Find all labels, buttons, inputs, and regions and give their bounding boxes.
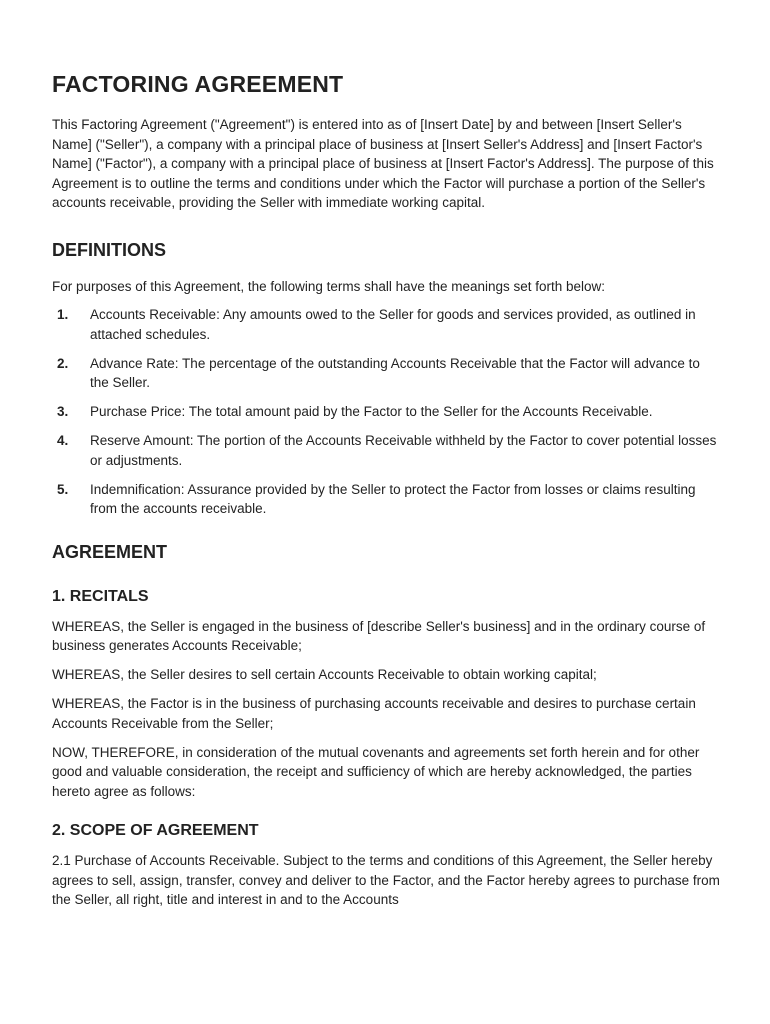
recital-paragraph: NOW, THEREFORE, in consideration of the mutual covenants and agreements set forth herein and for other good and valuable consideration, the receipt and sufficiency of which are hereby acknowledged, the parties hereto agree as follows: xyxy=(52,744,700,799)
intro-paragraph: This Factoring Agreement ("Agreement") is entered into as of [Insert Date] by and between [Insert Seller's Name] ("Seller"), a company with a principal place of business at [Insert Seller's Address] and [Insert Factor's Name] ("Factor"), a company with a principal place of business at [Insert Factor's Address]. The purpose of this Agreement is to outline the terms and conditions under which the Factor will purchase a portion of the Seller's accounts receivable, providing the Seller with immediate working capital. xyxy=(52,117,714,210)
list-item xyxy=(52,431,720,470)
agreement-heading: AGREEMENT xyxy=(52,541,168,562)
list-item-text: Accounts Receivable: Any amounts owed to the Seller for goods and services provided, as outlined in attached schedules. xyxy=(90,307,696,342)
list-item xyxy=(52,402,720,422)
list-item xyxy=(52,305,720,344)
list-item xyxy=(52,480,720,519)
list-item-text: Advance Rate: The percentage of the outstanding Accounts Receivable that the Factor will advance to the Seller. xyxy=(90,355,700,390)
recital-paragraph: WHEREAS, the Seller is engaged in the business of [describe Seller's business] and in the ordinary course of business generates Accounts Receivable; xyxy=(52,618,706,653)
list-item xyxy=(52,354,720,393)
list-item-number: 3. xyxy=(57,404,69,419)
list-item-text: Indemnification: Assurance provided by the Seller to protect the Factor from losses or claims resulting from the accounts receivable. xyxy=(90,481,696,516)
list-item-text: Reserve Amount: The portion of the Accounts Receivable withheld by the Factor to cover potential losses or adjustments. xyxy=(90,433,717,468)
scope-paragraph: 2.1 Purchase of Accounts Receivable. Subject to the terms and conditions of this Agreement, the Seller hereby agrees to sell, assign, transfer, convey and deliver to the Factor, and the Factor hereby agrees to purchase from the Seller, all right, title and interest in and to the Accounts xyxy=(52,853,720,907)
definitions-lead: For purposes of this Agreement, the following terms shall have the meanings set forth below: xyxy=(52,278,606,294)
recitals-heading: 1. RECITALS xyxy=(52,587,149,605)
scope-heading: 2. SCOPE OF AGREEMENT xyxy=(52,822,259,839)
recital-paragraph: WHEREAS, the Seller desires to sell certain Accounts Receivable to obtain working capital; xyxy=(52,667,597,682)
document-page xyxy=(52,68,720,910)
recital-paragraph: WHEREAS, the Factor is in the business of purchasing accounts receivable and desires to purchase certain Accounts Receivable from the Seller; xyxy=(52,696,696,731)
list-item-number: 2. xyxy=(57,355,69,371)
document-title: FACTORING AGREEMENT xyxy=(52,71,344,97)
list-item-number: 1. xyxy=(57,307,69,322)
definitions-heading: DEFINITIONS xyxy=(52,239,167,260)
list-item-number: 4. xyxy=(57,433,69,448)
list-item-number: 5. xyxy=(57,481,69,497)
definitions-list xyxy=(52,305,720,519)
list-item-text: Purchase Price: The total amount paid by the Factor to the Seller for the Accounts Receivable. xyxy=(90,404,653,419)
